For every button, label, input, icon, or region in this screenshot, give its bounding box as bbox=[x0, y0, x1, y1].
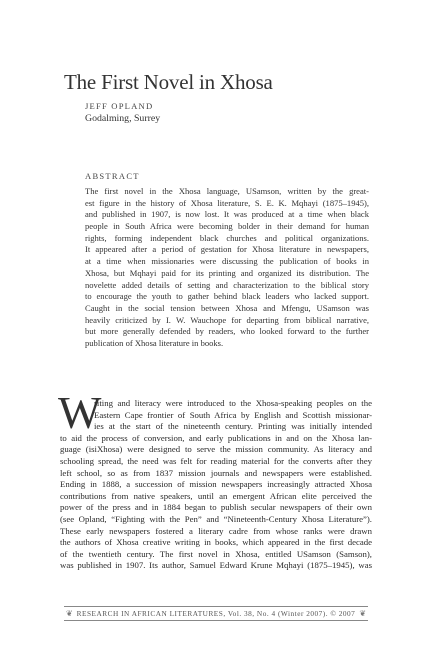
ornament-icon: ❦ bbox=[65, 609, 73, 618]
ornament-icon: ❦ bbox=[359, 609, 367, 618]
body-line: the authors of Xhosa creative writing in books, which appeared in the first decade bbox=[60, 537, 372, 548]
abstract-line: publication of Xhosa literature in books. bbox=[85, 337, 224, 348]
body-line: schooling spread, the need was felt for reading material for the converts after they bbox=[60, 455, 372, 466]
footer-rule-bottom bbox=[64, 620, 368, 621]
abstract-line: est figure in the history of Xhosa literature, S. E. K. Mqhayi (1875–1945), bbox=[85, 197, 369, 208]
abstract-heading: ABSTRACT bbox=[85, 171, 140, 181]
abstract-line: but more generally defended by readers, who looked forward to the further bbox=[85, 326, 369, 337]
body-line: Eastern Cape frontier of South Africa by English and Scottish missionar- bbox=[94, 409, 372, 420]
body-line: guage (isiXhosa) were designed to serve the mission community. As literacy and bbox=[60, 444, 372, 455]
author-name: JEFF OPLAND bbox=[85, 101, 154, 111]
body-text bbox=[60, 398, 372, 572]
body-line: of the twentieth century. The first novel in Xhosa, entitled USamson (Samson), bbox=[60, 548, 372, 559]
body-line: to aid the process of conversion, and early publications in and on the Xhosa lan- bbox=[60, 432, 372, 443]
author-affiliation: Godalming, Surrey bbox=[85, 113, 161, 124]
journal-footer bbox=[64, 608, 368, 619]
body-line: ies at the start of the nineteenth century. Printing was initially intended bbox=[94, 421, 372, 432]
body-line: left school, so as from 1837 mission journals and newspapers were established. bbox=[60, 467, 372, 478]
body-line: riting and literacy were introduced to the Xhosa-speaking peoples on the bbox=[94, 398, 372, 408]
body-line: Ending in 1888, a succession of mission newspapers increasingly attracted Xhosa bbox=[60, 479, 372, 490]
byline bbox=[85, 101, 160, 125]
abstract-line: and published in 1907, is now lost. It was produced at a time when black bbox=[85, 209, 369, 220]
body-line: power of the press and in 1884 began to publish secular newspapers of their own bbox=[60, 502, 372, 513]
abstract-line: rights, forming independent black churches and political organizations. bbox=[85, 232, 369, 243]
footer-rule-top bbox=[64, 606, 368, 607]
abstract-line: Xhosa, but Mqhayi paid for its printing and organized its distribution. The bbox=[85, 267, 369, 278]
abstract-line: to encourage the youth to gather behind black leaders who lacked support. bbox=[85, 291, 369, 302]
body-line: contributions from native speakers, until an emergent African elite perceived the bbox=[60, 490, 372, 501]
abstract-line: people in South Africa were becoming bolder in their demand for human bbox=[85, 221, 369, 232]
abstract-text bbox=[85, 186, 369, 350]
drop-cap: W bbox=[58, 387, 102, 438]
body-line: was published in 1907. Its author, Samuel Edward Krune Mqhayi (1875–1945), was bbox=[60, 560, 372, 571]
article-title: The First Novel in Xhosa bbox=[64, 70, 273, 94]
abstract-line: It appeared after a period of gestation for Xhosa literature in newspapers, bbox=[85, 244, 369, 255]
footer-citation: RESEARCH IN AFRICAN LITERATURES, Vol. 38, No. 4 (Winter 2007). © 2007 bbox=[76, 609, 356, 618]
body-line: (see Opland, “Fighting with the Pen” and “Nineteenth-Century Xhosa Literature”). bbox=[60, 513, 372, 524]
abstract-line: at a time when missionaries were discussing the publication of books in bbox=[85, 256, 369, 267]
abstract-line: The first novel in the Xhosa language, USamson, written by the great- bbox=[85, 186, 369, 196]
abstract-line: heavily criticized by I. W. Wauchope for departing from biblical narrative, bbox=[85, 314, 369, 325]
body-line: These early newspapers fostered a literary cadre from whose ranks were drawn bbox=[60, 525, 372, 536]
abstract-line: novelette added details of setting and characterization to the biblical story bbox=[85, 279, 369, 290]
abstract-line: Caught in the social tension between Xhosa and Mfengu, USamson was bbox=[85, 302, 369, 313]
